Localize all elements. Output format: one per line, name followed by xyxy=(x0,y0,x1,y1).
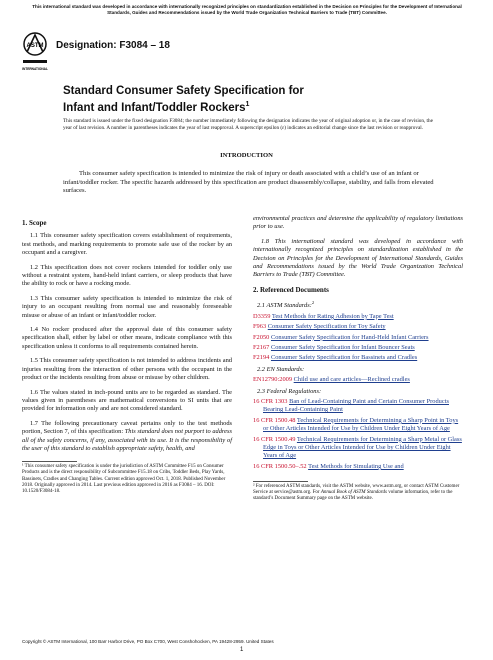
reference-code-link[interactable]: 16 CFR 1500.49 xyxy=(253,435,296,443)
en-standards-label: 2.2 EN Standards: xyxy=(257,365,305,373)
reference-item xyxy=(253,354,463,362)
scope-1-7: 1.7 The following precautionary caveat pertains only to the test methods portion, Section 7, of this specification: This standard does not purport to address all of the safety concerns, if any, associated with its use. It is the responsibility of the user of this standard to establish appropriate safety, health, and xyxy=(22,419,232,452)
en-reference-list xyxy=(253,376,463,384)
reference-title-link[interactable]: Consumer Safety Specification for Infant Bouncer Seats xyxy=(270,344,415,351)
reference-code-link[interactable]: F2050 xyxy=(253,333,270,341)
page-number: 1 xyxy=(240,647,244,653)
scope-1-8: 1.8 This international standard was developed in accordance with internationally recognized principles on standardization established in the Decision on Principles for the Development of International Standards, Guides and Recommendations issued by the World Trade Organization Technical Barriers to Trade (TBT) Committee. xyxy=(253,237,463,279)
document-title xyxy=(63,84,443,115)
introduction-text: This consumer safety specification is intended to minimize the risk of injury or death associated with a child’s use of an infant or infant/toddler rocker. The specific hazards addressed by this specification are product disassembly/collapse, stability, and falls from elevated surfaces. xyxy=(63,170,434,195)
reference-item xyxy=(253,398,463,415)
scope-1-4: 1.4 No rocker produced after the approval date of this consumer safety specification shall, either by label or other means, indicate compliance with this specification unless it conforms to all requirements contained herein. xyxy=(22,326,232,350)
footnote-rule xyxy=(22,461,77,462)
copyright-line: Copyright © ASTM International, 100 Barr Harbor Drive, PO Box C700, West Conshohocken, PA 19428-2959. United States xyxy=(22,639,274,644)
left-column xyxy=(22,215,232,495)
reference-item xyxy=(253,313,463,321)
tbt-notice: This international standard was developed in accordance with internationally recognized principles on standardization established in the Decision on Principles for the Development of International Standards, Guides and Recommendations issued by the World Trade Organization Technical Barriers to Trade (TBT) Committee. xyxy=(32,4,462,15)
astm-reference-list xyxy=(253,313,463,363)
scope-1-5: 1.5 This consumer safety specification is not intended to address incidents and injuries resulting from the interaction of other persons with the occupant in the product or the incidents resulting from abuse or misuse by other children. xyxy=(22,357,232,382)
reference-title-link[interactable]: Technical Requirements for Determining a Sharp Metal or Glass Edge in Toys or Other Articles Intended for Use by Children Under Eight Years of Age xyxy=(263,435,462,460)
scope-1-2: 1.2 This specification does not cover rockers intended for toddler only use without a restraint system, hand-held infant carriers, or sleep products that have the ability to rock or have a rocking mode. xyxy=(22,263,232,288)
reference-item xyxy=(253,334,463,342)
federal-regulations-label: 2.3 Federal Regulations: xyxy=(257,387,322,395)
reference-title-link[interactable]: Ban of Lead-Containing Paint and Certain Consumer Products Bearing Lead-Containing Paint xyxy=(263,398,449,414)
reference-code-link[interactable]: F2167 xyxy=(253,344,270,351)
reference-title-link[interactable]: Test Methods for Simulating Use and xyxy=(308,462,404,470)
footnote-2: ² For referenced ASTM standards, visit the ASTM website, www.astm.org, or contact ASTM Customer Service at service@astm.org. For Annual Book of ASTM Standards volume information, refer to the standard’s Document Summary page on the ASTM website. xyxy=(253,483,460,502)
astm-logo xyxy=(22,30,48,74)
issuance-statement: This standard is issued under the fixed designation F3084; the number immediately following the designation indicates the year of original adoption or, in the case of revision, the year of last revision. A number in parentheses indicates the year of last reapproval. A superscript epsilon (ε) indicates an editorial change since the last revision or reapproval. xyxy=(63,118,433,131)
reference-code-link[interactable]: 16 CFR 1500.48 xyxy=(253,416,296,424)
footnote-1: ¹ This consumer safety specification is under the jurisdiction of ASTM Committee F15 on Consumer Products and is the direct responsibility of Subcommittee F15.18 on Cribs, Toddler Beds, Play Yards, Bassinets, Cradles and Changing Tables. Current edition approved Oct. 1, 2018. Published November 2018. Originally approved in 2014. Last previous edition approved in 2016 as F3084 – 16. DOI: 10.1520/F3084-18. xyxy=(22,463,226,495)
title-line-2: Infant and Infant/Toddler Rockers$^1$ xyxy=(63,101,250,114)
reference-title-link[interactable]: Technical Requirements for Determining a Sharp Point in Toys or Other Articles Intended for Use by Children Under Eight Years of Age xyxy=(263,416,459,433)
reference-item xyxy=(253,436,463,461)
reference-title-link[interactable]: Consumer Safety Specification for Hand-Held Infant Carriers xyxy=(270,333,429,341)
title-line-1: Standard Consumer Safety Specification for xyxy=(63,85,304,97)
reference-item xyxy=(253,417,463,434)
reference-code-link[interactable]: 16 CFR 1303 xyxy=(253,398,288,406)
scope-heading: 1. Scope xyxy=(22,219,47,227)
reference-title-link[interactable]: Test Methods for Rating Adhesion by Tape Test xyxy=(271,312,394,320)
svg-text:INTERNATIONAL: INTERNATIONAL xyxy=(22,67,48,71)
reference-code-link[interactable]: 16 CFR 1500.50–.52 xyxy=(253,462,307,470)
scope-1-6: 1.6 The values stated in inch-pound units are to be regarded as standard. The values given in parentheses are mathematical conversions to SI units that are provided for information only and are not considered standard. xyxy=(22,388,232,413)
astm-standards-label: 2.1 ASTM Standards:$^2$ xyxy=(257,300,315,310)
footnote-rule-2 xyxy=(253,481,308,482)
scope-1-3: 1.3 This consumer safety specification is intended to minimize the risk of injury to an occupant resulting from normal use and reasonably foreseeable misuse or abuse of an infant or infant/toddler rocker. xyxy=(22,294,232,319)
designation: Designation: F3084 – 18 xyxy=(56,40,170,51)
reference-item xyxy=(253,463,463,471)
referenced-documents-heading: 2. Referenced Documents xyxy=(253,285,329,294)
federal-reference-list xyxy=(253,398,463,471)
reference-title-link[interactable]: Consumer Safety Specification for Toy Safety xyxy=(267,323,386,331)
reference-code-link[interactable]: F2194 xyxy=(253,354,270,362)
reference-code-link[interactable]: F963 xyxy=(253,323,267,331)
reference-item xyxy=(253,323,463,331)
reference-code-link[interactable]: EN12790:2009 xyxy=(253,376,293,384)
reference-code-link[interactable]: D3359 xyxy=(253,312,271,320)
reference-item xyxy=(253,376,463,384)
scope-1-1: 1.1 This consumer safety specification covers establishment of requirements, test methods, and marking requirements to promote safe use of the rocker by an occupant and a caregiver. xyxy=(22,232,232,257)
reference-title-link[interactable]: Child use and care articles—Reclined cradles xyxy=(293,376,410,384)
svg-text:ASTM: ASTM xyxy=(26,43,44,49)
scope-continuation: environmental practices and determine the applicability of regulatory limitations prior to use. xyxy=(253,215,463,231)
reference-item xyxy=(253,344,463,352)
right-column xyxy=(253,215,463,503)
reference-title-link[interactable]: Consumer Safety Specification for Bassinets and Cradles xyxy=(270,354,418,362)
introduction-heading: INTRODUCTION xyxy=(220,152,273,159)
